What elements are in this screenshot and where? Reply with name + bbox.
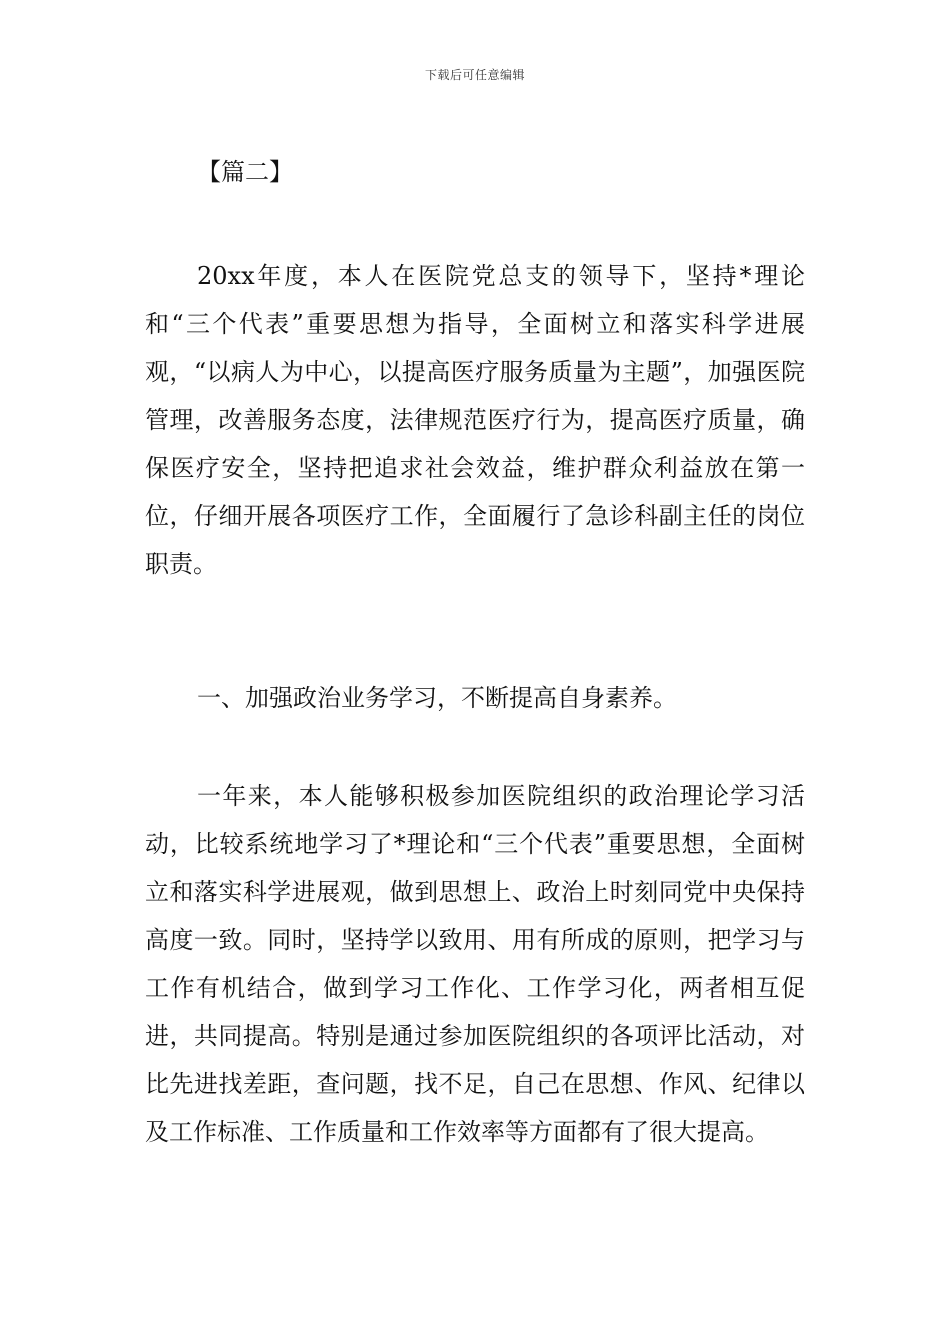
page-header-note: 下载后可任意编辑 [424,68,525,82]
section-title: 【篇二】 [197,158,293,186]
paragraph-intro: 20xx年度，本人在医院党总支的领导下，坚持*理论和“三个代表”重要思想为指导，全面树立和落实科学进展观，“以病人为中心，以提高医疗服务质量为主题”，加强医院管理，改善服务态度，法律规范医疗行为，提高医疗质量，确保医疗安全，坚持把追求社会效益，维护群众利益放在第一位，仔细开展各项医疗工作，全面履行了急诊科副主任的岗位职责。 [145,262,805,578]
paragraph-heading-one: 一、加强政治业务学习，不断提高自身素养。 [197,684,677,712]
paragraph-body: 一年来，本人能够积极参加医院组织的政治理论学习活动，比较系统地学习了*理论和“三个代表”重要思想，全面树立和落实科学进展观，做到思想上、政治上时刻同党中央保持高度一致。同时，坚持学以致用、用有所成的原则，把学习与工作有机结合，做到学习工作化、工作学习化，两者相互促进，共同提高。特别是通过参加医院组织的各项评比活动，对比先进找差距，查问题，找不足，自己在思想、作风、纪律以及工作标准、工作质量和工作效率等方面都有了很大提高。 [145,782,805,1146]
